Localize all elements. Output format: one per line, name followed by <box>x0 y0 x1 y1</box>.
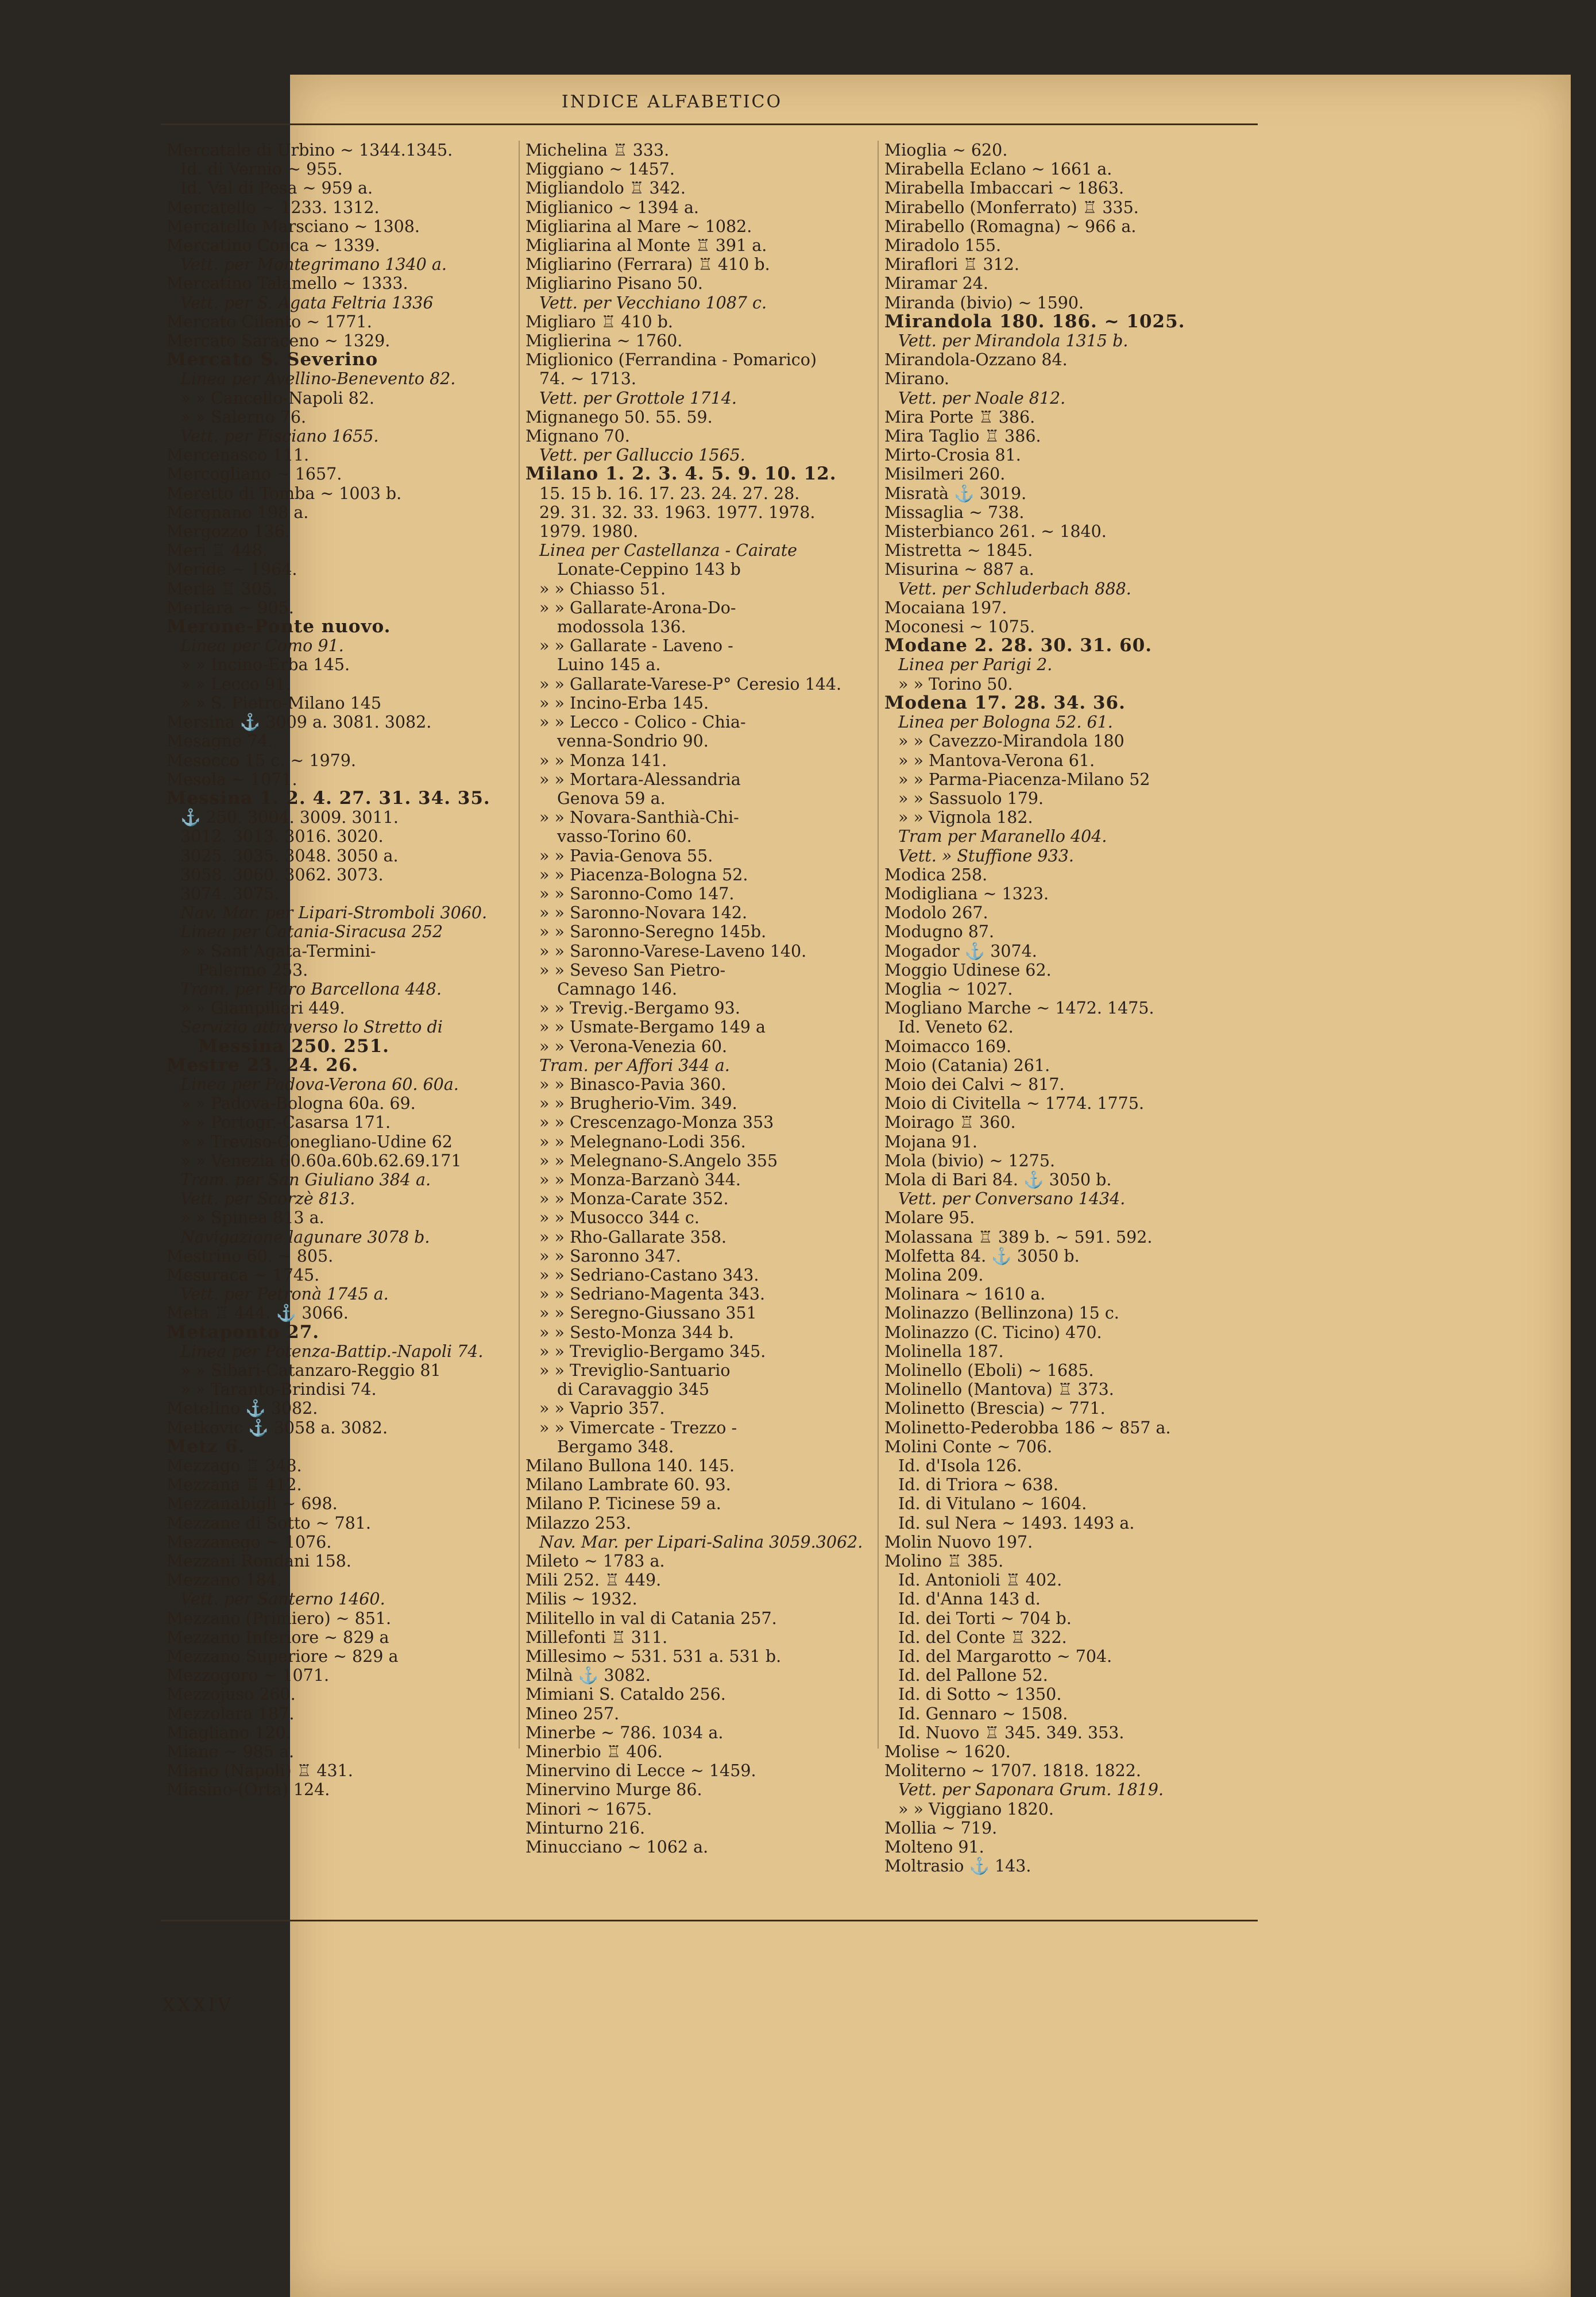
index-entry: Molinetto (Brescia) ~ 771. <box>884 1399 1106 1418</box>
page-header: INDICE ALFABETICO <box>561 92 783 112</box>
index-entry: Modugno 87. <box>884 922 995 942</box>
index-entry: Molare 95. <box>884 1208 975 1228</box>
index-entry: Missaglia ~ 738. <box>884 502 1025 522</box>
index-entry: Merla ♖ 305. <box>167 579 277 598</box>
index-entry: » » Usmate-Bergamo 149 a <box>539 1018 766 1037</box>
index-entry: Mili 252. ♖ 449. <box>525 1571 662 1590</box>
index-entry: Milano 1. 2. 3. 4. 5. 9. 10. 12. <box>525 465 837 484</box>
index-entry: » » Saronno-Varese-Laveno 140. <box>539 941 807 961</box>
index-entry: » » Vignola 182. <box>898 808 1033 827</box>
index-entry: Mirandola-Ozzano 84. <box>884 350 1068 370</box>
index-entry: » » Saronno-Novara 142. <box>539 903 748 923</box>
index-entry: Militello in val di Catania 257. <box>525 1608 777 1628</box>
index-entry: Mesagne 74. <box>167 732 273 751</box>
index-entry: Moliterno ~ 1707. 1818. 1822. <box>884 1761 1141 1781</box>
index-entry: Mezzojuso 260. <box>167 1685 296 1704</box>
index-column-1 <box>167 141 523 1800</box>
index-entry: » » Rho-Gallarate 358. <box>539 1227 727 1247</box>
index-entry: Camnago 146. <box>557 979 678 999</box>
index-entry: » » Musocco 344 c. <box>539 1208 700 1228</box>
index-entry: » » Mantova-Verona 61. <box>898 751 1095 770</box>
index-entry: Michelina ♖ 333. <box>525 141 670 160</box>
index-entry: Miramar 24. <box>884 274 988 293</box>
index-entry: Mignanego 50. 55. 59. <box>525 407 713 427</box>
index-entry: Bergamo 348. <box>557 1437 674 1456</box>
index-entry: Tram. per Faro Barcellona 448. <box>180 979 442 999</box>
index-entry: Mersina ⚓ 3009 a. 3081. 3082. <box>167 713 432 732</box>
index-entry: Tram per Maranello 404. <box>898 827 1107 846</box>
index-entry: » » Parma-Piacenza-Milano 52 <box>898 769 1150 789</box>
index-entry: » » Incino-Erba 145. <box>180 655 350 675</box>
index-entry: Id. del Conte ♖ 322. <box>898 1627 1067 1647</box>
index-entry: » » Brugherio-Vim. 349. <box>539 1094 737 1113</box>
index-entry: » » Chiasso 51. <box>539 579 666 598</box>
index-entry: Mirto-Crosia 81. <box>884 446 1021 465</box>
index-entry: Minori ~ 1675. <box>525 1799 652 1819</box>
index-entry: » » Lecco - Colico - Chia- <box>539 713 746 732</box>
index-entry: Moconesi ~ 1075. <box>884 617 1035 637</box>
index-entry: » » Cavezzo-Mirandola 180 <box>898 732 1124 751</box>
index-entry: Misratà ⚓ 3019. <box>884 484 1027 503</box>
index-column-2 <box>525 141 882 1857</box>
index-entry: Mezzanego ~ 1076. <box>167 1532 332 1552</box>
index-entry: Id. Antonioli ♖ 402. <box>898 1571 1062 1590</box>
index-entry: » » Saronno-Seregno 145b. <box>539 922 767 942</box>
index-entry: Linea per Potenza-Battip.-Napoli 74. <box>180 1341 484 1361</box>
index-entry: Mezzani Rondani 158. <box>167 1552 351 1571</box>
index-entry: Lonate-Ceppino 143 b <box>557 560 741 579</box>
index-entry: Vett. per Schluderbach 888. <box>898 579 1131 598</box>
index-entry: Mercogliano ~ 1657. <box>167 465 342 484</box>
index-entry: Linea per Parigi 2. <box>898 655 1053 675</box>
index-entry: Mola di Bari 84. ⚓ 3050 b. <box>884 1170 1112 1189</box>
index-entry: » » Gallarate - Laveno - <box>539 636 733 656</box>
index-entry: Metelino ⚓ 3082. <box>167 1399 318 1418</box>
index-entry: Merlara ~ 905. <box>167 598 294 617</box>
index-entry: Mojana 91. <box>884 1132 977 1151</box>
index-entry: Molin Nuovo 197. <box>884 1532 1033 1552</box>
index-entry: » » Sedriano-Magenta 343. <box>539 1285 766 1304</box>
index-entry: Vett. per Grottole 1714. <box>539 388 737 408</box>
index-entry: Id. sul Nera ~ 1493. 1493 a. <box>898 1513 1135 1533</box>
index-entry: Meride ~ 1964. <box>167 560 297 579</box>
index-entry: Mezzolara 187. <box>167 1704 295 1723</box>
index-entry: 1979. 1980. <box>539 522 639 542</box>
index-entry: » » Venezia 60.60a.60b.62.69.171 <box>180 1151 462 1170</box>
index-entry: Mistretta ~ 1845. <box>884 541 1033 560</box>
index-entry: Tram. per San Giuliano 384 a. <box>180 1170 431 1189</box>
index-entry: Id. Gennaro ~ 1508. <box>898 1704 1068 1723</box>
index-entry: Miane ~ 985 a. <box>167 1742 295 1762</box>
index-entry: 15. 15 b. 16. 17. 23. 24. 27. 28. <box>539 484 800 503</box>
index-entry: Migliarino (Ferrara) ♖ 410 b. <box>525 255 770 274</box>
index-entry: Id. Veneto 62. <box>898 1018 1014 1037</box>
index-entry: Misurina ~ 887 a. <box>884 560 1034 579</box>
index-entry: Moltrasio ⚓ 143. <box>884 1857 1031 1876</box>
index-entry: Nav. Mar. per Lipari-Stromboli 3060. <box>180 903 488 923</box>
index-entry: » » Melegnano-S.Angelo 355 <box>539 1151 778 1170</box>
index-entry: Migliarina al Mare ~ 1082. <box>525 216 752 236</box>
index-entry: Mercenasco 111. <box>167 446 310 465</box>
index-entry: Millefonti ♖ 311. <box>525 1627 668 1647</box>
index-entry: Molina 209. <box>884 1265 984 1285</box>
index-entry: » » Torino 50. <box>898 674 1013 694</box>
index-entry: » » Sesto-Monza 344 b. <box>539 1322 734 1342</box>
index-entry: » » Mortara-Alessandria <box>539 769 741 789</box>
index-entry: Milano P. Ticinese 59 a. <box>525 1494 721 1514</box>
index-entry: Mirabello (Romagna) ~ 966 a. <box>884 216 1137 236</box>
index-entry: Vett. per S. Agata Feltria 1336 <box>180 293 434 312</box>
index-entry: Miraflori ♖ 312. <box>884 255 1019 274</box>
index-entry: Mineo 257. <box>525 1704 620 1723</box>
index-entry: » » Seveso San Pietro- <box>539 960 726 980</box>
index-entry: Meri ♖ 448. <box>167 541 268 560</box>
index-entry: Vett. per Saponara Grum. 1819. <box>898 1780 1164 1800</box>
index-entry: vasso-Torino 60. <box>557 827 692 846</box>
index-entry: Molini Conte ~ 706. <box>884 1437 1053 1456</box>
index-entry: Mola (bivio) ~ 1275. <box>884 1151 1056 1170</box>
index-entry: Id. del Margarotto ~ 704. <box>898 1647 1112 1666</box>
index-entry: Misilmeri 260. <box>884 465 1006 484</box>
index-entry: Messina 1. 2. 4. 27. 31. 34. 35. <box>167 788 490 809</box>
index-entry: » » Giampilieri 449. <box>180 999 345 1018</box>
index-entry: Metaponto 27. <box>167 1322 320 1342</box>
index-entry: Minerbe ~ 786. 1034 a. <box>525 1723 724 1742</box>
index-entry: Milano Bullona 140. 145. <box>525 1456 735 1476</box>
index-entry: Mercatello Marsciano ~ 1308. <box>167 216 420 236</box>
index-entry: Molise ~ 1620. <box>884 1742 1011 1762</box>
index-entry: Id. d'Anna 143 d. <box>898 1590 1041 1609</box>
index-entry: Vett. per Mirandola 1315 b. <box>898 331 1129 351</box>
index-entry: » » Sedriano-Castano 343. <box>539 1265 759 1285</box>
index-entry: Id. del Pallone 52. <box>898 1666 1048 1685</box>
index-entry: Minervino di Lecce ~ 1459. <box>525 1761 756 1781</box>
index-entry: » » Pavia-Genova 55. <box>539 846 713 865</box>
index-entry: » » Salerno 76. <box>180 407 307 427</box>
index-entry: Palermo 253. <box>198 960 308 980</box>
index-entry: Vett. per Noale 812. <box>898 388 1066 408</box>
index-entry: » » Padova-Bologna 60a. 69. <box>180 1094 416 1113</box>
index-entry: Id. d'Isola 126. <box>898 1456 1022 1476</box>
index-entry: Mercato S. Severino <box>167 350 378 370</box>
index-entry: » » Vaprio 357. <box>539 1399 665 1418</box>
index-column-3 <box>884 141 1241 1876</box>
index-entry: » » Saronno-Como 147. <box>539 884 735 903</box>
index-entry: Mira Taglio ♖ 386. <box>884 427 1041 446</box>
index-entry: Vett. per Scorzè 813. <box>180 1189 355 1209</box>
index-entry: Moio di Civitella ~ 1774. 1775. <box>884 1094 1145 1113</box>
index-entry: Mestrino 60. ~ 805. <box>167 1246 334 1266</box>
index-entry: Mezzano Superiore ~ 829 a <box>167 1647 399 1666</box>
index-entry: Meta ♖ 444. ⚓ 3066. <box>167 1304 349 1323</box>
index-entry: Vett. per Fisciano 1655. <box>180 427 379 446</box>
index-entry: » » Treviglio-Bergamo 345. <box>539 1341 766 1361</box>
index-entry: 3012. 3013. 3016. 3020. <box>180 827 384 846</box>
index-entry: Mercato Cilento ~ 1771. <box>167 312 372 331</box>
index-entry: Milnà ⚓ 3082. <box>525 1666 651 1685</box>
index-entry: Minturno 216. <box>525 1818 646 1838</box>
index-entry: Mesocco 15 c. ~ 1979. <box>167 751 356 770</box>
index-entry: Mercatino Talamello ~ 1333. <box>167 274 408 293</box>
index-entry: Miglianico ~ 1394 a. <box>525 198 699 217</box>
index-entry: 29. 31. 32. 33. 1963. 1977. 1978. <box>539 502 816 522</box>
index-entry: Molteno 91. <box>884 1838 984 1857</box>
index-entry: Molinello (Mantova) ♖ 373. <box>884 1380 1114 1399</box>
index-entry: Molinara ~ 1610 a. <box>884 1285 1046 1304</box>
index-entry: » » Piacenza-Bologna 52. <box>539 865 748 884</box>
index-entry: Genova 59 a. <box>557 788 666 808</box>
index-entry: Mezzano 184. <box>167 1571 283 1590</box>
index-entry: Modena 17. 28. 34. 36. <box>884 693 1126 713</box>
index-entry: Moio (Catania) 261. <box>884 1055 1050 1075</box>
index-entry: » » Gallarate-Varese-P° Ceresio 144. <box>539 674 842 694</box>
index-entry: Mimiani S. Cataldo 256. <box>525 1685 726 1704</box>
index-entry: » » Sant'Agata-Termini- <box>180 941 376 961</box>
index-entry: Metkovic ⚓ 3058 a. 3082. <box>167 1418 388 1437</box>
index-entry: » » Sibari-Catanzaro-Reggio 81 <box>180 1361 441 1380</box>
index-entry: Id. di Vernio ~ 955. <box>180 160 343 179</box>
index-entry: Modane 2. 28. 30. 31. 60. <box>884 636 1153 656</box>
index-entry: Mignano 70. <box>525 427 630 446</box>
index-entry: Migliandolo ♖ 342. <box>525 179 686 198</box>
index-entry: » » Sassuolo 179. <box>898 788 1044 808</box>
index-entry: Mezzago ♖ 348. <box>167 1456 302 1476</box>
index-entry: Merone-Ponte nuovo. <box>167 617 391 637</box>
index-entry: Moglia ~ 1027. <box>884 979 1013 999</box>
index-entry: Miasino-(Orta) 124. <box>167 1780 330 1800</box>
index-entry: Molinetto-Pederobba 186 ~ 857 a. <box>884 1418 1171 1437</box>
index-entry: Molinazzo (C. Ticino) 470. <box>884 1322 1102 1342</box>
index-entry: Mezzano Inferiore ~ 829 a <box>167 1627 389 1647</box>
index-entry: » » Trevig.-Bergamo 93. <box>539 999 740 1018</box>
index-entry: Migliaro ♖ 410 b. <box>525 312 673 331</box>
index-entry: Linea per Como 91. <box>180 636 344 656</box>
index-entry: Modolo 267. <box>884 903 988 923</box>
index-entry: Miagliano 120. <box>167 1723 291 1742</box>
index-entry: Miglionico (Ferrandina - Pomarico) <box>525 350 817 370</box>
index-entry: Mesola ~ 1071. <box>167 769 297 789</box>
index-entry: » » Melegnano-Lodi 356. <box>539 1132 746 1151</box>
index-entry: Tram. per Affori 344 a. <box>539 1055 730 1075</box>
index-entry: Mezzana ♖ 412. <box>167 1475 302 1495</box>
index-entry: Minucciano ~ 1062 a. <box>525 1838 709 1857</box>
index-entry: » » Crescenzago-Monza 353 <box>539 1113 774 1132</box>
index-entry: Vett. » Stuffione 933. <box>898 846 1074 865</box>
index-entry: Mogliano Marche ~ 1472. 1475. <box>884 999 1154 1018</box>
index-entry: 74. ~ 1713. <box>539 369 636 389</box>
index-entry: » » Monza-Carate 352. <box>539 1189 729 1209</box>
index-entry: Id. di Sotto ~ 1350. <box>898 1685 1062 1704</box>
index-entry: » » Portogr.-Casarsa 171. <box>180 1113 391 1132</box>
index-entry: Molinazzo (Bellinzona) 15 c. <box>884 1304 1119 1323</box>
index-entry: Mezzanabigli ~ 698. <box>167 1494 338 1514</box>
index-entry: Mirabella Imbaccari ~ 1863. <box>884 179 1124 198</box>
index-entry: Molassana ♖ 389 b. ~ 591. 592. <box>884 1227 1153 1247</box>
index-entry: Minerbio ♖ 406. <box>525 1742 663 1762</box>
index-entry: » » Viggiano 1820. <box>898 1799 1054 1819</box>
index-entry: Mezzogoro ~ 1071. <box>167 1666 330 1685</box>
index-entry: Miradolo 155. <box>884 236 1002 256</box>
index-entry: » » S. Pietro-Milano 145 <box>180 693 382 713</box>
index-entry: Mercatello ~ 1233. 1312. <box>167 198 380 217</box>
index-entry: Mocaiana 197. <box>884 598 1007 617</box>
index-entry: » » Novara-Santhià-Chi- <box>539 808 739 827</box>
index-entry: Moimacco 169. <box>884 1037 1012 1056</box>
index-entry: Moggio Udinese 62. <box>884 960 1052 980</box>
index-entry: Mileto ~ 1783 a. <box>525 1552 665 1571</box>
index-entry: » » Saronno 347. <box>539 1246 681 1266</box>
index-entry: Modica 258. <box>884 865 988 884</box>
index-entry: Mercatale di Urbino ~ 1344.1345. <box>167 141 453 160</box>
index-entry: Molinella 187. <box>884 1341 1004 1361</box>
index-entry: Mirandola 180. 186. ~ 1025. <box>884 312 1185 332</box>
index-entry: » » Incino-Erba 145. <box>539 693 709 713</box>
page-number: XXXIV <box>162 1994 234 2016</box>
index-entry: Milano Lambrate 60. 93. <box>525 1475 731 1495</box>
index-entry: Vett. per Galluccio 1565. <box>539 446 745 465</box>
index-entry: Miano (Napoli) ♖ 431. <box>167 1761 353 1781</box>
index-entry: Vett. per Santerno 1460. <box>180 1590 385 1609</box>
index-entry: Metz 6. <box>167 1437 245 1457</box>
index-entry: » » Binasco-Pavia 360. <box>539 1074 726 1094</box>
index-entry: 3025. 3035. 3048. 3050 a. <box>180 846 399 865</box>
index-entry: » » Lecco 91. <box>180 674 291 694</box>
index-entry: » » Monza-Barzanò 344. <box>539 1170 741 1189</box>
index-entry: Messina 250. 251. <box>198 1037 389 1056</box>
index-entry: » » Gallarate-Arona-Do- <box>539 598 736 617</box>
index-entry: » » Taranto-Brindisi 74. <box>180 1380 377 1399</box>
index-entry: Minervino Murge 86. <box>525 1780 702 1800</box>
index-entry: Vett. per Petronà 1745 a. <box>180 1285 389 1304</box>
index-entry: » » Spinea 813 a. <box>180 1208 324 1228</box>
index-entry: Mesuraca ~ 1745. <box>167 1265 320 1285</box>
index-entry: Id. di Vitulano ~ 1604. <box>898 1494 1087 1514</box>
index-entry: Meretto di Tomba ~ 1003 b. <box>167 484 402 503</box>
index-entry: Molinello (Eboli) ~ 1685. <box>884 1361 1094 1380</box>
index-entry: ⚓ 250. 3004. 3009. 3011. <box>180 808 399 827</box>
index-entry: 3074. 3075. <box>180 884 280 903</box>
index-entry: Mogador ⚓ 3074. <box>884 941 1037 961</box>
index-entry: Linea per Castellanza - Cairate <box>539 541 798 560</box>
index-entry: Misterbianco 261. ~ 1840. <box>884 522 1107 542</box>
index-entry: Mercato Saraceno ~ 1329. <box>167 331 391 351</box>
index-entry: Migliarina al Monte ♖ 391 a. <box>525 236 767 256</box>
index-entry: Vett. per Vecchiano 1087 c. <box>539 293 767 312</box>
index-entry: Modigliana ~ 1323. <box>884 884 1049 903</box>
index-entry: Id. Nuovo ♖ 345. 349. 353. <box>898 1723 1124 1742</box>
index-entry: Mollia ~ 719. <box>884 1818 998 1838</box>
index-entry: Mirabella Eclano ~ 1661 a. <box>884 160 1112 179</box>
index-entry: Miggiano ~ 1457. <box>525 160 675 179</box>
index-entry: » » Seregno-Giussano 351 <box>539 1304 757 1323</box>
index-entry: Id. dei Torti ~ 704 b. <box>898 1608 1072 1628</box>
index-entry: » » Treviso-Conegliano-Udine 62 <box>180 1132 453 1151</box>
index-entry: 3058. 3060. 3062. 3073. <box>180 865 384 884</box>
index-entry: Linea per Catania-Siracusa 252 <box>180 922 443 942</box>
index-entry: Mioglia ~ 620. <box>884 141 1008 160</box>
index-entry: » » Treviglio-Santuario <box>539 1361 731 1380</box>
index-entry: di Caravaggio 345 <box>557 1380 710 1399</box>
index-entry: Id. Val di Pesa ~ 959 a. <box>180 179 373 198</box>
index-entry: Vett. per Montegrimano 1340 a. <box>180 255 447 274</box>
index-entry: Milis ~ 1932. <box>525 1590 637 1609</box>
index-entry: Linea per Padova-Verona 60. 60a. <box>180 1074 459 1094</box>
index-entry: Mestre 23. 24. 26. <box>167 1055 359 1075</box>
index-entry: Id. di Triora ~ 638. <box>898 1475 1059 1495</box>
index-entry: Millesimo ~ 531. 531 a. 531 b. <box>525 1647 782 1666</box>
index-entry: Servizio attraverso lo Stretto di <box>180 1018 443 1037</box>
index-entry: Miglierina ~ 1760. <box>525 331 683 351</box>
index-entry: Milazzo 253. <box>525 1513 632 1533</box>
index-entry: Mergozzo 136. <box>167 522 290 542</box>
index-entry: Molfetta 84. ⚓ 3050 b. <box>884 1246 1080 1266</box>
index-entry: Mirano. <box>884 369 949 389</box>
index-entry: Vett. per Conversano 1434. <box>898 1189 1126 1209</box>
index-entry: Mezzano (Primiero) ~ 851. <box>167 1608 392 1628</box>
index-entry: Luino 145 a. <box>557 655 661 675</box>
index-entry: Mercatino Conca ~ 1339. <box>167 236 380 256</box>
index-entry: » » Verona-Venezia 60. <box>539 1037 728 1056</box>
index-entry: Moio dei Calvi ~ 817. <box>884 1074 1065 1094</box>
index-entry: » » Cancello-Napoli 82. <box>180 388 374 408</box>
index-entry: Moirago ♖ 360. <box>884 1113 1016 1132</box>
index-entry: Mergnano 198 a. <box>167 502 309 522</box>
index-entry: Mirabello (Monferrato) ♖ 335. <box>884 198 1139 217</box>
index-entry: Molino ♖ 385. <box>884 1552 1004 1571</box>
index-entry: Nav. Mar. per Lipari-Salina 3059.3062. <box>539 1532 863 1552</box>
index-entry: » » Monza 141. <box>539 751 667 770</box>
index-entry: modossola 136. <box>557 617 686 637</box>
index-entry: venna-Sondrio 90. <box>557 732 709 751</box>
index-entry: Linea per Avellino-Benevento 82. <box>180 369 456 389</box>
index-entry: Migliarino Pisano 50. <box>525 274 703 293</box>
index-entry: Miranda (bivio) ~ 1590. <box>884 293 1084 312</box>
index-entry: » » Vimercate - Trezzo - <box>539 1418 737 1437</box>
index-entry: Mira Porte ♖ 386. <box>884 407 1035 427</box>
index-entry: Mezzane di Sotto ~ 781. <box>167 1513 371 1533</box>
index-entry: Navigazione lagunare 3078 b. <box>180 1227 430 1247</box>
index-entry: Linea per Bologna 52. 61. <box>898 713 1113 732</box>
